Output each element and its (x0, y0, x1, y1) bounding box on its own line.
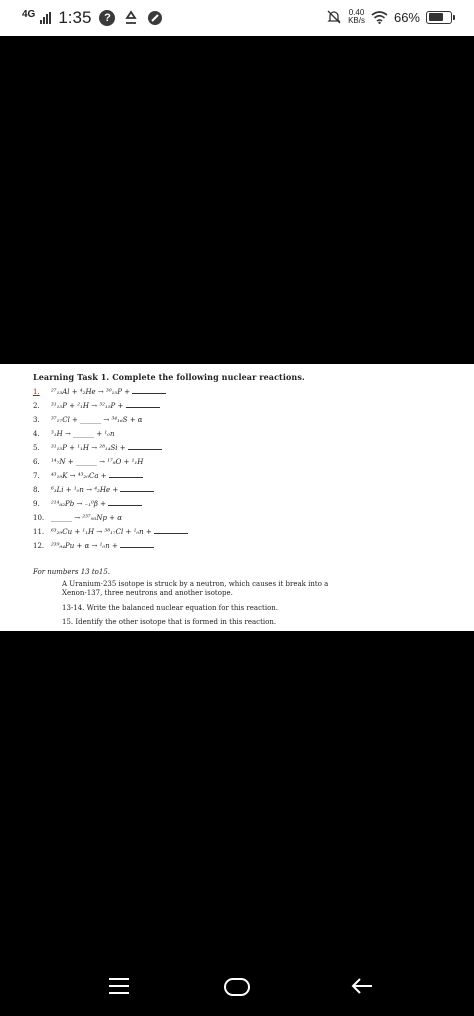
task-item (33, 514, 122, 522)
worksheet-title: Learning Task 1. Complete the following nuclear reactions. (33, 372, 305, 382)
task-equation: ¹⁴₇N + ______ → ¹⁷₈O + ¹₁H (51, 458, 144, 466)
circle-question-icon: ? (99, 10, 115, 26)
task-number: 3. (33, 416, 40, 424)
task-number: 5. (33, 444, 40, 452)
status-left (22, 8, 163, 28)
task-item (33, 500, 142, 508)
task-equation: ³⁷₁₇Cl + ______ → ³⁴₁₆S + α (51, 416, 143, 424)
network-type: 4G (22, 8, 36, 20)
task-number: 7. (33, 472, 40, 480)
task-item (33, 528, 188, 536)
network-speed (348, 9, 365, 25)
task-item (33, 444, 162, 452)
task-equation: ²³⁹₉₄Pu + α → ¹₀n + (51, 542, 121, 550)
bell-off-icon (326, 9, 342, 25)
worksheet-image (0, 364, 474, 631)
home-oval-icon[interactable] (223, 977, 251, 997)
speed-unit: KB/s (348, 16, 365, 25)
task-number: 4. (33, 430, 40, 438)
task-equation: ²¹⁴₈₂Pb → ₋₁⁰β + (51, 500, 109, 508)
task-equation: ⁶³₂₉Cu + ¹₁H → ³⁸₁₇Cl + ¹₀n + (51, 528, 155, 536)
task-number: 2. (33, 402, 40, 410)
task-item (33, 486, 154, 494)
task-equation: ³¹₁₅P + ¹₁H → ²⁸₁₄Si + (51, 444, 128, 452)
task-number: 10. (33, 514, 45, 522)
question-13-14: 13-14. Write the balanced nuclear equation for this reaction. (62, 604, 279, 612)
task-number: 11. (33, 528, 45, 536)
instruction-note: For numbers 13 to15. (33, 568, 110, 576)
task-equation: ______ → ²³⁷₉₃Np + α (51, 514, 122, 522)
circle-slash-icon (147, 10, 163, 26)
clock-time: 1:35 (58, 8, 92, 27)
question-15: 15. Identify the other isotope that is formed in this reaction. (62, 618, 277, 626)
task-equation: ²⁷₁₃Al + ⁴₂He → ³⁰₁₅P + (51, 388, 133, 396)
task-number: 8. (33, 486, 40, 494)
battery-icon (426, 11, 452, 24)
task-item (33, 402, 160, 410)
back-arrow-icon[interactable] (350, 977, 374, 995)
task-number: 9. (33, 500, 40, 508)
status-right (326, 9, 452, 25)
task-number: 1. (33, 388, 40, 396)
battery-percent: 66% (393, 9, 420, 25)
navigation-bar (0, 955, 474, 1016)
task-item (33, 542, 154, 550)
task-item (33, 472, 143, 480)
speed-value: 0.40 (348, 8, 365, 17)
task-equation: ³¹₁₅P + ²₁H → ³²₁₅P + (51, 402, 126, 410)
task-item (33, 416, 143, 424)
task-item (33, 388, 166, 396)
menu-lines-icon[interactable] (108, 977, 130, 995)
task-equation: ⁶₃Li + ¹₀n → ⁴₂He + (51, 486, 121, 494)
task-number: 12. (33, 542, 45, 550)
scenario-line-2: Xenon-137, three neutrons and another isotope. (62, 589, 233, 597)
status-bar (0, 0, 474, 36)
task-item (33, 430, 114, 438)
wifi-icon (371, 10, 388, 24)
task-item (33, 458, 143, 466)
scenario-line-1: A Uranium-235 isotope is struck by a neutron, which causes it break into a (62, 580, 329, 588)
signal-icon (40, 12, 51, 24)
task-equation: ⁴³₁₉K → ⁴³₂₀Ca + (51, 472, 109, 480)
task-equation: ³₁H → ______ + ¹₀n (51, 430, 115, 438)
task-number: 6. (33, 458, 40, 466)
recycle-icon (123, 10, 139, 26)
